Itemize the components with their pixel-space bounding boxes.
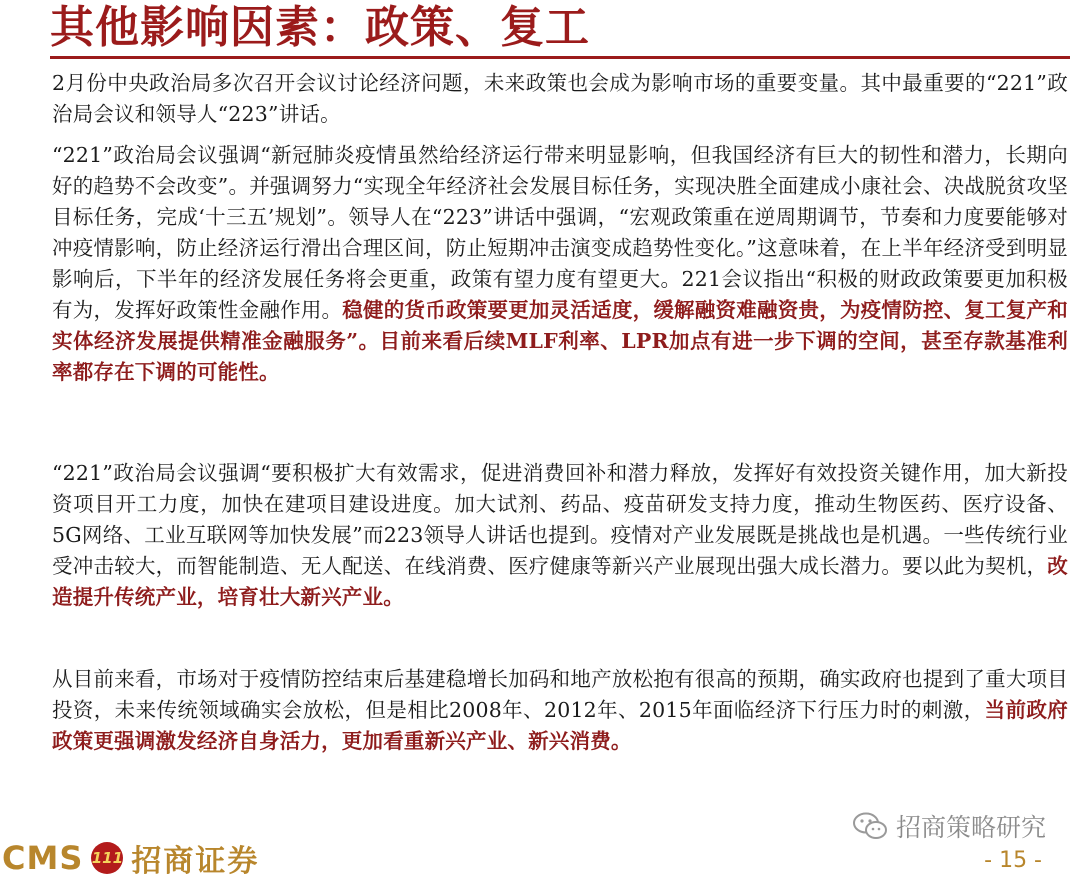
paragraph-4-highlight: 当前政府政策更强调激发经济自身活力，更加看重新兴产业、新兴消费。 (52, 698, 1068, 753)
paragraph-2 (52, 140, 1068, 388)
paragraph-1 (52, 68, 1068, 130)
cms-logo (2, 838, 259, 878)
paragraph-4 (52, 664, 1068, 757)
title-underline (50, 56, 1070, 59)
paragraph-3-text: “221”政治局会议强调“要积极扩大有效需求，促进消费回补和潜力释放，发挥好有效投资关键作用，加大新投资项目开工力度，加快在建项目建设进度。加大试剂、药品、疫苗研发支持力度，推动生物医药、医疗设备、5G网络、工业互联网等加快发展”而223领导人讲话也提到。疫情对产业发展既是挑战也是机遇。一些传统行业受冲击较大，而智能制造、无人配送、在线消费、医疗健康等新兴产业展现出强大成长潜力。要以此为契机， (52, 461, 1068, 578)
logo-cms-text: CMS (2, 839, 84, 877)
page-title: 其他影响因素：政策、复工 (50, 2, 590, 53)
logo-badge-icon: 111 (91, 842, 123, 874)
paragraph-1-text: 2月份中央政治局多次召开会议讨论经济问题，未来政策也会成为影响市场的重要变量。其中最重要的“221”政治局会议和领导人“223”讲话。 (52, 71, 1068, 126)
paragraph-2-highlight: 稳健的货币政策要更加灵活适度，缓解融资难融资贵，为疫情防控、复工复产和实体经济发展提供精准金融服务”。目前来看后续MLF利率、LPR加点有进一步下调的空间，甚至存款基准利率都存在下调的可能性。 (52, 298, 1068, 384)
page-number: - 15 - (984, 848, 1042, 873)
logo-company-name: 招商证券 (131, 844, 260, 879)
paragraph-3-highlight: 改造提升传统产业，培育壮大新兴产业。 (52, 554, 1068, 609)
paragraph-4-text: 从目前来看，市场对于疫情防控结束后基建稳增长加码和地产放松抱有很高的预期，确实政府也提到了重大项目投资，未来传统领域确实会放松，但是相比2008年、2012年、2015年面临经济下行压力时的刺激， (52, 667, 1068, 722)
wechat-icon (852, 811, 888, 841)
paragraph-3 (52, 458, 1068, 613)
watermark-text: 招商策略研究 (895, 813, 1046, 842)
wechat-watermark (852, 808, 1046, 844)
paragraph-2-text: “221”政治局会议强调“新冠肺炎疫情虽然给经济运行带来明显影响，但我国经济有巨大的韧性和潜力，长期向好的趋势不会改变”。并强调努力“实现全年经济社会发展目标任务，实现决胜全面建成小康社会、决战脱贫攻坚目标任务，完成‘十三五’规划”。领导人在“223”讲话中强调，“宏观政策重在逆周期调节，节奏和力度要能够对冲疫情影响，防止经济运行滑出合理区间，防止短期冲击演变成趋势性变化。”这意味着，在上半年经济受到明显影响后，下半年的经济发展任务将会更重，政策有望力度有望更大。221会议指出“积极的财政政策要更加积极有为，发挥好政策性金融作用。 (52, 143, 1068, 322)
